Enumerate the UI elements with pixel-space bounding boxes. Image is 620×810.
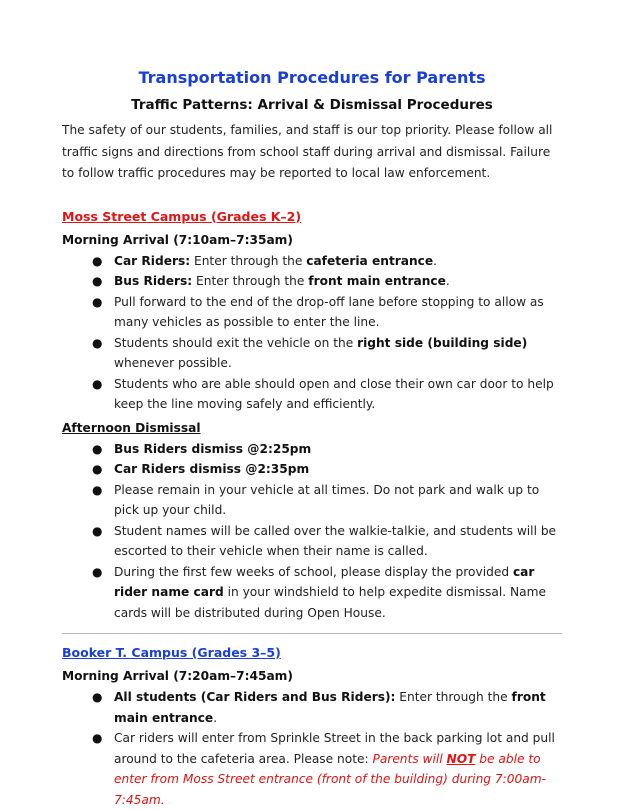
bullet-icon: ● (92, 523, 103, 538)
booker-t-heading: Booker T. Campus (Grades 3–5) (62, 645, 281, 660)
list-text: Students should exit the vehicle on the (114, 335, 358, 350)
booker-arrival-list (62, 687, 562, 810)
right-side-text: right side (building side) (357, 335, 528, 350)
list-item (92, 251, 562, 272)
booker-arrival-heading: Morning Arrival (7:20am–7:45am) (62, 669, 293, 683)
bus-dismiss-time: Bus Riders dismiss @2:25pm (114, 441, 312, 456)
bullet-icon: ● (92, 690, 103, 704)
list-item (92, 459, 562, 480)
car-riders-label: Car Riders: (114, 253, 191, 268)
list-item (92, 439, 562, 460)
list-text: . (213, 710, 218, 725)
list-item (92, 271, 562, 292)
front-main-entrance-text: front main entrance (114, 690, 546, 725)
bullet-icon: ● (92, 564, 103, 579)
list-item (92, 521, 562, 562)
moss-dismissal-list (62, 439, 562, 624)
list-text: Enter through the (192, 274, 309, 288)
parent-warning-text: Parents will (372, 751, 447, 766)
list-text: Enter through the (395, 690, 512, 704)
intro-paragraph: The safety of our students, families, and staff is our top priority. Please follow all traffic signs and directions from school staff during arrival and dismissal. Failure to follow traffic procedures may be reported to local law enforcement. (62, 123, 553, 180)
list-text: Student names will be called over the walkie-talkie, and students will be escorted to their vehicle when their name is called. (114, 523, 557, 558)
bullet-icon: ● (92, 294, 103, 309)
bullet-icon: ● (92, 376, 103, 391)
list-text: in your windshield to help expedite dismissal. Name cards will be distributed during Open House. (114, 585, 546, 620)
name-card-text: car rider name card (114, 564, 535, 599)
list-text: Please remain in your vehicle at all times. Do not park and walk up to pick up your child. (114, 482, 540, 517)
list-text: During the first few weeks of school, please display the provided (114, 564, 513, 579)
bus-riders-label: Bus Riders: (114, 274, 193, 288)
bullet-icon: ● (92, 335, 103, 350)
bullet-icon: ● (92, 731, 103, 745)
all-students-label: All students (Car Riders and Bus Riders): (114, 690, 396, 704)
page-subtitle: Traffic Patterns: Arrival & Dismissal Procedures (131, 97, 493, 113)
list-text: Students who are able should open and close their own car door to help keep the line moving safely and efficiently. (114, 376, 554, 411)
moss-dismissal-heading: Afternoon Dismissal (62, 420, 201, 435)
bullet-icon: ● (92, 274, 103, 288)
cafeteria-entrance-text: cafeteria entrance (306, 253, 434, 268)
list-text: Pull forward to the end of the drop-off lane before stopping to allow as many vehicles as possible to enter the line. (114, 294, 544, 329)
section-divider (62, 633, 562, 634)
list-item (92, 374, 562, 415)
moss-arrival-list (62, 251, 562, 415)
list-text: . (433, 253, 438, 268)
car-dismiss-time: Car Riders dismiss @2:35pm (114, 462, 310, 476)
list-text: Car riders will enter from Sprinkle Street in the back parking lot and pull around to the cafeteria area. Please note: (114, 731, 555, 766)
moss-arrival-heading: Morning Arrival (7:10am–7:35am) (62, 232, 293, 247)
parent-warning-text: be able to enter from Moss Street entrance (front of the building) during 7:00am-7:45am. (114, 751, 547, 807)
page-title: Transportation Procedures for Parents (138, 68, 486, 87)
list-text: whenever possible. (114, 356, 232, 370)
bullet-icon: ● (92, 482, 103, 497)
list-item (92, 292, 562, 333)
list-item (92, 687, 562, 728)
list-item (92, 562, 562, 624)
list-text: . (445, 274, 450, 288)
list-item (92, 333, 562, 374)
moss-street-section (62, 207, 562, 624)
not-emphasis-text: NOT (446, 751, 476, 766)
booker-t-section (62, 643, 562, 810)
list-item (92, 728, 562, 810)
list-text: Enter through the (190, 253, 307, 268)
list-item (92, 480, 562, 521)
bullet-icon: ● (92, 462, 103, 476)
moss-street-heading: Moss Street Campus (Grades K–2) (62, 208, 302, 224)
bullet-icon: ● (92, 441, 103, 456)
front-main-entrance-text: front main entrance (308, 274, 446, 288)
bullet-icon: ● (92, 253, 103, 268)
